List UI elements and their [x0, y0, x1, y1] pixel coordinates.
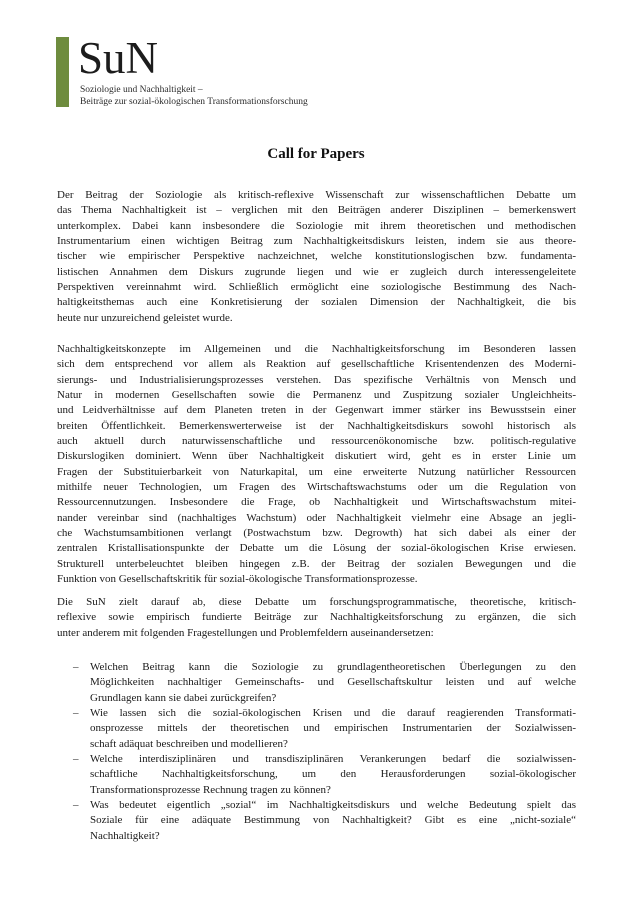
text-line: zentralen Kristallisationspunkte der Debatte um die Lösung der sozial-ökologischen Krise erwiesen. — [57, 542, 576, 555]
text-line: breiten Öffentlichkeit. Bemerkenswerterweise ist der Nachhaltigkeitsdiskurs sowohl historisch als — [57, 419, 576, 432]
bullet-dash: – — [73, 707, 79, 720]
text-line: schaftliche Nachhaltigkeitsforschung, um den Herausforderungen sozial-ökologischer — [90, 768, 576, 781]
text-line: unterkomplex. Dabei kann insbesondere die Soziologie mit ihrem theoretischen und methodischen — [57, 219, 576, 232]
page-title: Call for Papers — [267, 146, 365, 162]
list-item — [57, 706, 576, 752]
text-line: listischen Annahmen dem Diskurs zugrunde liegen und wie er zugleich durch interessengeleitete — [57, 265, 576, 278]
text-line: Perspektiven vereinnahmt wird. Schließlich ermöglicht eine soziologische Bestimmung des Nach- — [57, 281, 576, 294]
text-line: Soziale für eine adäquate Bestimmung von Nachhaltigkeit? Gibt es eine „nicht-soziale“ — [90, 814, 576, 827]
text-line: das Thema Nachhaltigkeit ist – verglichen mit den Beiträgen anderer Disziplinen – bemerkenswert — [57, 204, 576, 217]
text-line: reflexive sowie empirisch fundierte Beiträge zur Nachhaltigkeitsforschung zu ergänzen, die sich — [57, 611, 576, 624]
text-line: mithilfe neuer Technologien, um Fragen des Wirtschaftswachstums oder um die Regulation von — [57, 481, 576, 494]
text-line: schaft adäquat beschreiben und modellieren? — [90, 737, 288, 750]
text-line: nander vereinbar sind (nachhaltiges Wachstum) oder Nachhaltigkeit vielmehr eine Absage an jegli- — [57, 511, 576, 524]
text-line: tischer wie empirischer Perspektive nachzeichnet, welche konstitutionslogischen bzw. fundamenta- — [57, 250, 576, 263]
text-line: unter anderem mit folgenden Fragestellungen und Problemfeldern auseinandersetzen: — [57, 626, 434, 639]
text-line: Welche interdisziplinären und transdisziplinären Verankerungen bedarf die sozialwissen- — [90, 753, 576, 766]
list-item-text — [90, 660, 576, 706]
text-line: Nachhaltigkeitskonzepte im Allgemeinen und die Nachhaltigkeitsforschung im Besonderen lassen — [57, 343, 576, 355]
text-line: che Wachstumsambitionen verlangt (Postwachstum bzw. Degrowth) hat sich dabei als einer der — [57, 527, 576, 540]
text-line: heute nur unzureichend geleistet wurde. — [57, 311, 233, 324]
text-line: Möglichkeiten nachhaltiger Gemeinschafts- und Gesellschaftskultur leisten und auf welche — [90, 676, 576, 689]
text-line: Diskurslogiken dominiert. Wenn über Nachhaltigkeit diskutiert wird, geht es in erster Linie um — [57, 450, 576, 463]
text-line: Nachhaltigkeit? — [90, 829, 160, 842]
paragraph-context — [57, 342, 576, 588]
text-line: Grundlagen kann sie dabei zurückgreifen? — [90, 691, 277, 704]
text-line: Funktion von Gesellschaftskritik für sozial-ökologische Transformationsprozesse. — [57, 573, 418, 586]
bullet-dash: – — [73, 661, 79, 673]
list-item — [57, 752, 576, 798]
list-item — [57, 798, 576, 844]
text-line: Transformationsprozesse Rechnung tragen zu können? — [90, 783, 331, 796]
paragraph-intro — [57, 188, 576, 326]
bullet-dash: – — [73, 799, 79, 812]
text-line: onsprozesse mittels der theoretischen und empirischen Instrumentarien der Sozialwissen- — [90, 722, 576, 735]
logo-title: SuN — [78, 33, 159, 83]
question-list — [57, 660, 576, 844]
paragraph-aims — [57, 595, 576, 641]
text-line: Strukturell unterbeleuchtet bleiben hingegen z.B. der Beitrag der sozialen Bewegungen und die — [57, 557, 576, 570]
text-line: Instrumentarium einen wichtigen Beitrag zum Nachhaltigkeitsdiskurs leisten, indem sie aus theore- — [57, 235, 576, 248]
list-item — [57, 660, 576, 706]
text-line: Die SuN zielt darauf ab, diese Debatte um forschungsprogrammatische, theoretische, kritisch- — [57, 596, 576, 608]
text-line: Wie lassen sich die sozial-ökologischen Krisen und die darauf reagierenden Transformati- — [90, 707, 576, 720]
text-line: sierungs- und Industrialisierungsprozesses verstehen. Das spezifische Verhältnis von Mensch und — [57, 373, 576, 386]
text-line: Natur in modernen Gesellschaften sowie die Permanenz und Zuspitzung sozialer Ungleichheits- — [57, 389, 576, 402]
text-line: Fragen der Substituierbarkeit von Naturkapital, um eine erweiterte Nutzung natürlicher Ressourcen — [57, 465, 576, 478]
text-line: Was bedeutet eigentlich „sozial“ im Nachhaltigkeitsdiskurs und welche Bedeutung spielt das — [90, 799, 576, 812]
text-line: und Leidverhältnisse auf dem Planeten treten in der Gegenwart immer stärker ins Bewusstsein einer — [57, 404, 576, 417]
logo-accent-bar — [56, 37, 69, 107]
text-line: auch aktuell durch naturwissenschaftliche und ressourcenökonomische bzw. politisch-regulative — [57, 435, 576, 448]
text-line: Ressourcennutzungen. Insbesondere die Frage, ob Nachhaltigkeit und Wirtschaftswachstum mitei- — [57, 496, 576, 509]
list-item-text — [90, 706, 576, 752]
list-item-text — [90, 798, 576, 844]
logo-tagline-line2: Beiträge zur sozial-ökologischen Transformationsforschung — [80, 97, 308, 107]
list-item-text — [90, 752, 576, 798]
logo-tagline — [80, 84, 308, 108]
text-line: Der Beitrag der Soziologie als kritisch-reflexive Wissenschaft zur wissenschaftlichen Debatte um — [57, 189, 576, 201]
text-line: sich dem entsprechend vor allem als Reaktion auf gesellschaftliche Krisentendenzen des Moderni- — [57, 358, 576, 371]
logo-tagline-line1: Soziologie und Nachhaltigkeit – — [80, 85, 203, 95]
text-line: haltigkeitsthemas auch eine Konkretisierung der sozialen Dimension der Nachhaltigkeit, die bis — [57, 296, 576, 309]
bullet-dash: – — [73, 753, 79, 766]
text-line: Welchen Beitrag kann die Soziologie zu grundlagentheoretischen Überlegungen zu den — [90, 661, 576, 673]
